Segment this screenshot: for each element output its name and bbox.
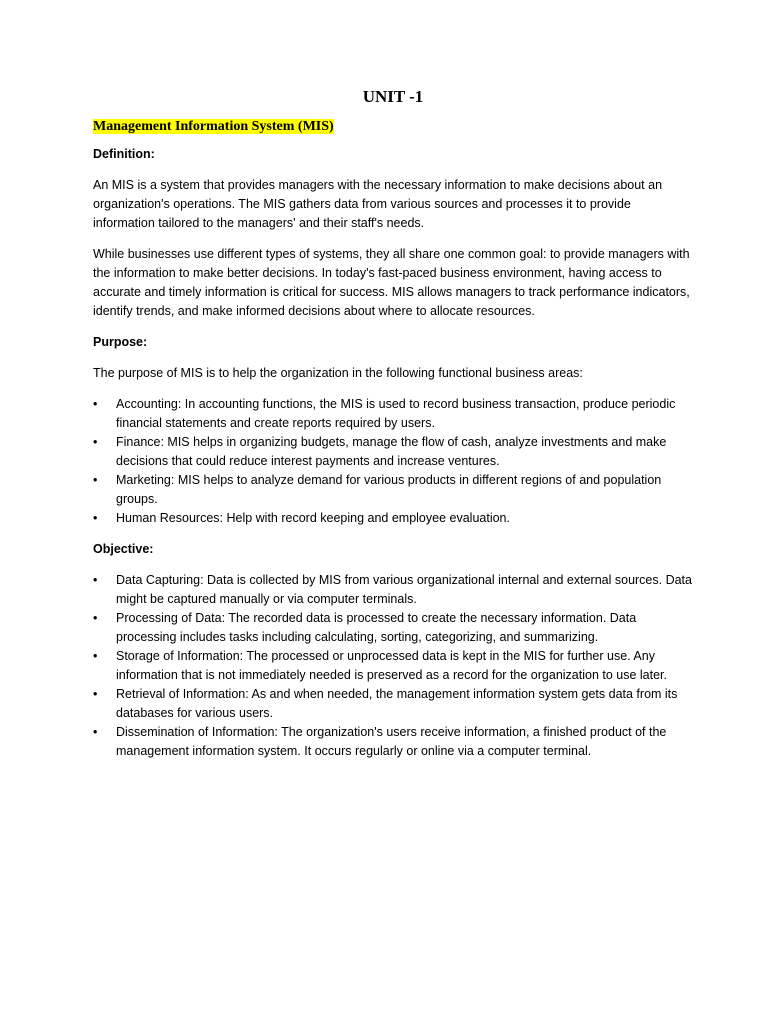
- bullet-icon: •: [93, 725, 98, 739]
- purpose-label: Purpose:: [93, 335, 148, 349]
- list-item: [93, 395, 693, 433]
- bullet-icon: •: [93, 435, 98, 449]
- list-item-text: Human Resources: Help with record keeping and employee evaluation.: [116, 511, 510, 525]
- list-item: [93, 685, 693, 723]
- bullet-icon: •: [93, 573, 98, 587]
- purpose-intro: The purpose of MIS is to help the organization in the following functional business areas:: [93, 366, 583, 380]
- purpose-list: [93, 395, 693, 528]
- list-item-text: Finance: MIS helps in organizing budgets, manage the flow of cash, analyze investments and make decisions that could reduce interest payments and increase ventures.: [116, 435, 667, 468]
- bullet-icon: •: [93, 649, 98, 663]
- list-item-text: Retrieval of Information: As and when needed, the management information system gets data from its databases for various users.: [116, 687, 678, 720]
- list-item-text: Storage of Information: The processed or unprocessed data is kept in the MIS for further use. Any information that is not immediately needed is preserved as a record for the organization to use later.: [116, 649, 667, 682]
- list-item: [93, 723, 693, 761]
- section-title-highlight: Management Information System (MIS): [93, 119, 334, 134]
- list-item: [93, 647, 693, 685]
- list-item-text: Dissemination of Information: The organization's users receive information, a finished product of the management information system. It occurs regularly or online via a computer terminal.: [116, 725, 667, 758]
- objective-list: [93, 571, 693, 761]
- section-title: [93, 118, 693, 136]
- definition-paragraph-1: An MIS is a system that provides managers with the necessary information to make decisions about an organization's operations. The MIS gathers data from various sources and processes it to provide information tailored to the managers' and their staff's needs.: [93, 178, 663, 230]
- bullet-icon: •: [93, 473, 98, 487]
- definition-paragraph-2: While businesses use different types of systems, they all share one common goal: to provide managers with the information to make better decisions. In today's fast-paced business environment, having access to accurate and timely information is critical for success. MIS allows managers to track performance indicators, identify trends, and make informed decisions about where to allocate resources.: [93, 247, 690, 318]
- bullet-icon: •: [93, 687, 98, 701]
- unit-title: UNIT -1: [362, 87, 424, 106]
- bullet-icon: •: [93, 611, 98, 625]
- list-item: [93, 433, 693, 471]
- list-item: [93, 509, 693, 528]
- list-item-text: Data Capturing: Data is collected by MIS from various organizational internal and external sources. Data might be captured manually or via computer terminals.: [116, 573, 692, 606]
- list-item-text: Marketing: MIS helps to analyze demand for various products in different regions of and population groups.: [116, 473, 662, 506]
- definition-label: Definition:: [93, 147, 155, 161]
- list-item: [93, 571, 693, 609]
- list-item: [93, 609, 693, 647]
- list-item-text: Processing of Data: The recorded data is processed to create the necessary information. Data processing includes tasks including calculating, sorting, categorizing, and summarizing.: [116, 611, 637, 644]
- list-item: [93, 471, 693, 509]
- list-item-text: Accounting: In accounting functions, the MIS is used to record business transaction, produce periodic financial statements and create reports required by users.: [116, 397, 676, 430]
- bullet-icon: •: [93, 397, 98, 411]
- bullet-icon: •: [93, 511, 98, 525]
- document-page: [93, 86, 693, 773]
- objective-label: Objective:: [93, 542, 154, 556]
